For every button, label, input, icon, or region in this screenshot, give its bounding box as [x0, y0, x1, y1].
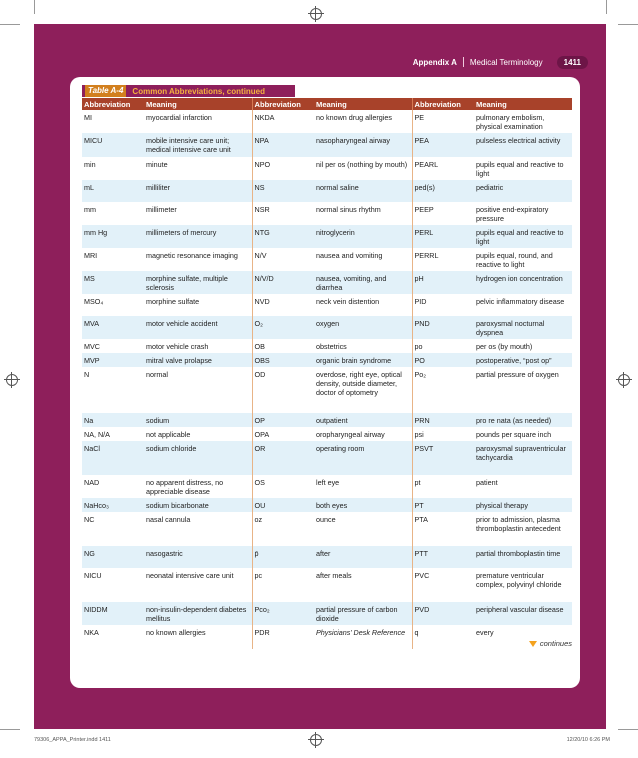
- table-row: [82, 602, 572, 625]
- meaning-cell: nausea, vomiting, and diarrhea: [314, 271, 412, 294]
- meaning-cell: motor vehicle crash: [144, 339, 252, 353]
- table-row: [82, 546, 572, 568]
- crop-mark: [0, 729, 20, 730]
- section-label: Medical Terminology: [469, 57, 543, 67]
- abbreviation-cell: psi: [414, 430, 424, 439]
- abbreviation-cell: OD: [254, 370, 266, 379]
- continues-label: continues: [539, 639, 572, 648]
- abbreviation-cell: OS: [254, 478, 265, 487]
- abbreviation-cell: NG: [82, 546, 144, 568]
- meaning-cell: partial thromboplastin time: [474, 546, 572, 568]
- abbreviation-cell: NKDA: [254, 113, 275, 122]
- meaning-cell: ounce: [314, 512, 412, 546]
- abbreviation-cell: NC: [84, 515, 95, 524]
- abbreviation-cell: NS: [252, 180, 314, 202]
- abbreviation-cell: Po₂: [414, 370, 427, 379]
- abbreviation-cell: OB: [254, 342, 265, 351]
- meaning-cell: positive end-expiratory pressure: [476, 205, 549, 223]
- abbreviation-cell: OR: [252, 441, 314, 475]
- meaning-cell: no known drug allergies: [314, 110, 412, 133]
- meaning-cell: after meals: [314, 568, 412, 602]
- meaning-cell: nasopharyngeal airway: [314, 133, 412, 157]
- abbreviation-cell: PTT: [412, 546, 474, 568]
- table-row: [82, 133, 572, 157]
- abbreviation-cell: MVA: [82, 316, 144, 339]
- abbreviation-cell: PTA: [414, 515, 428, 524]
- meaning-cell: paroxysmal supraventricular tachycardia: [474, 441, 572, 475]
- meaning-cell: nitroglycerin: [314, 225, 412, 248]
- meaning-cell: partial pressure of oxygen: [476, 370, 559, 379]
- page-number: 1411: [557, 56, 588, 69]
- table-row: [82, 110, 572, 133]
- table-row: [82, 202, 572, 225]
- meaning-cell: postoperative, “post op”: [474, 353, 572, 367]
- meaning-cell: millimeters of mercury: [144, 225, 252, 248]
- column-header: Abbreviation: [412, 98, 474, 110]
- abbreviation-cell: Pco₂: [252, 602, 314, 625]
- table-row: [82, 339, 572, 353]
- table-row: [82, 225, 572, 248]
- table-row: [82, 512, 572, 546]
- meaning-cell: motor vehicle accident: [144, 316, 252, 339]
- appendix-label: Appendix A: [412, 57, 457, 67]
- meaning-cell: nasogastric: [144, 546, 252, 568]
- meaning-cell: no known allergies: [144, 625, 252, 649]
- abbreviation-cell: NAD: [84, 478, 100, 487]
- column-header: Meaning: [314, 98, 412, 110]
- abbreviation-cell: ped(s): [412, 180, 474, 202]
- abbreviation-cell: p̄: [252, 546, 314, 568]
- abbreviation-cell: OP: [252, 413, 314, 427]
- registration-mark-icon: [310, 8, 322, 20]
- table-card: [70, 77, 580, 688]
- abbreviation-cell: PND: [412, 316, 474, 339]
- column-header: Meaning: [474, 98, 572, 110]
- abbreviation-cell: mm Hg: [82, 225, 144, 248]
- abbreviation-cell: NaCl: [82, 441, 144, 475]
- meaning-cell: pulseless electrical activity: [474, 133, 572, 157]
- table-row: [82, 413, 572, 427]
- meaning-cell: morphine sulfate: [144, 294, 252, 316]
- abbreviation-cell: MICU: [82, 133, 144, 157]
- abbreviation-cell: NKA: [84, 628, 99, 637]
- meaning-cell: normal saline: [314, 180, 412, 202]
- meaning-cell: millimeter: [144, 202, 252, 225]
- abbreviation-cell: NPO: [254, 160, 271, 169]
- abbreviation-cell: po: [414, 342, 423, 351]
- abbreviation-cell: MVP: [82, 353, 144, 367]
- table-row: [82, 316, 572, 339]
- meaning-cell: premature ventricular complex, polyvinyl chloride: [476, 571, 562, 589]
- abbreviation-cell: N: [84, 370, 90, 379]
- meaning-cell: oropharyngeal airway: [314, 427, 412, 441]
- abbreviation-cell: PEARL: [414, 160, 439, 169]
- crop-mark: [606, 0, 607, 14]
- header-divider: [463, 57, 464, 67]
- meaning-cell: nasal cannula: [144, 512, 252, 546]
- meaning-cell: magnetic resonance imaging: [144, 248, 252, 271]
- meaning-cell: pupils equal, round, and reactive to light: [476, 251, 553, 269]
- running-header: [413, 55, 588, 69]
- abbreviation-cell: N/V: [254, 251, 267, 260]
- abbreviation-cell: PO: [412, 353, 474, 367]
- column-header: Meaning: [144, 98, 252, 110]
- meaning-cell: pro re nata (as needed): [474, 413, 572, 427]
- meaning-cell: normal sinus rhythm: [314, 202, 412, 225]
- meaning-cell: operating room: [314, 441, 412, 475]
- abbreviation-cell: PSVT: [412, 441, 474, 475]
- abbreviation-cell: mL: [82, 180, 144, 202]
- meaning-cell: left eye: [314, 475, 412, 498]
- table-row: [82, 157, 572, 180]
- meaning-cell: oxygen: [314, 316, 412, 339]
- meaning-cell: minute: [144, 157, 252, 180]
- registration-mark-icon: [6, 374, 18, 386]
- abbreviation-cell: mm: [84, 205, 96, 214]
- table-row: [82, 475, 572, 498]
- meaning-cell: pulmonary embolism, physical examination: [476, 113, 545, 131]
- abbreviation-cell: PERL: [412, 225, 474, 248]
- abbreviations-table: [82, 98, 572, 649]
- meaning-cell: partial pressure of carbon dioxide: [314, 602, 412, 625]
- crop-mark: [618, 24, 638, 25]
- meaning-cell: morphine sulfate, multiple sclerosis: [144, 271, 252, 294]
- column-header: Abbreviation: [82, 98, 144, 110]
- abbreviation-cell: NTG: [252, 225, 314, 248]
- print-date: 12/20/10 6:26 PM: [566, 737, 610, 743]
- table-title: Common Abbreviations, continued: [132, 86, 266, 96]
- table-row: [82, 427, 572, 441]
- abbreviation-cell: MVC: [84, 342, 100, 351]
- continues-arrow-icon: [529, 641, 537, 647]
- abbreviation-cell: OPA: [254, 430, 270, 439]
- meaning-cell: neonatal intensive care unit: [144, 568, 252, 602]
- meaning-cell: peripheral vascular disease: [474, 602, 572, 625]
- abbreviation-cell: Na: [82, 413, 144, 427]
- abbreviation-cell: q: [414, 628, 419, 637]
- meaning-cell: patient: [476, 478, 498, 487]
- meaning-cell: non-insulin-dependent diabetes mellitus: [144, 602, 252, 625]
- abbreviation-cell: pt: [414, 478, 421, 487]
- table-row: [82, 498, 572, 512]
- abbreviation-cell: PEA: [412, 133, 474, 157]
- abbreviation-cell: N/V/D: [252, 271, 314, 294]
- meaning-cell: sodium bicarbonate: [144, 498, 252, 512]
- registration-mark-icon: [618, 374, 630, 386]
- meaning-cell: both eyes: [314, 498, 412, 512]
- meaning-cell: normal: [144, 367, 252, 413]
- meaning-cell: pediatric: [474, 180, 572, 202]
- table-row: [82, 367, 572, 413]
- abbreviation-cell: PRN: [412, 413, 474, 427]
- meaning-cell: mobile intensive care unit; medical intensive care unit: [144, 133, 252, 157]
- abbreviation-cell: pH: [412, 271, 474, 294]
- meaning-cell: hydrogen ion concentration: [474, 271, 572, 294]
- meaning-cell: pounds per square inch: [476, 430, 552, 439]
- abbreviation-cell: PERRL: [414, 251, 439, 260]
- table-row: [82, 625, 572, 649]
- meaning-cell: every: [476, 628, 494, 637]
- abbreviation-cell: pc: [254, 571, 263, 580]
- abbreviation-cell: O₂: [252, 316, 314, 339]
- crop-mark: [618, 729, 638, 730]
- meaning-cell: organic brain syndrome: [314, 353, 412, 367]
- meaning-cell: no apparent distress, no appreciable disease: [144, 475, 252, 498]
- meaning-cell: sodium: [144, 413, 252, 427]
- meaning-cell: nil per os (nothing by mouth): [314, 157, 412, 180]
- abbreviation-cell: NIDDM: [82, 602, 144, 625]
- abbreviation-cell: oz: [254, 515, 263, 524]
- table-row: [82, 180, 572, 202]
- meaning-cell: milliliter: [144, 180, 252, 202]
- abbreviation-cell: NSR: [254, 205, 270, 214]
- meaning-cell: obstetrics: [314, 339, 412, 353]
- abbreviation-cell: PEEP: [414, 205, 434, 214]
- abbreviation-cell: PVD: [412, 602, 474, 625]
- meaning-cell: pupils equal and reactive to light: [474, 225, 572, 248]
- abbreviation-cell: NA, N/A: [84, 430, 110, 439]
- meaning-cell: physical therapy: [474, 498, 572, 512]
- meaning-cell: paroxysmal nocturnal dyspnea: [474, 316, 572, 339]
- table-row: [82, 271, 572, 294]
- abbreviation-cell: MS: [82, 271, 144, 294]
- abbreviation-cell: NPA: [252, 133, 314, 157]
- table-caption: [82, 85, 295, 97]
- meaning-cell: pelvic inflammatory disease: [476, 297, 565, 306]
- meaning-cell: mitral valve prolapse: [144, 353, 252, 367]
- continues-note: [529, 639, 572, 648]
- meaning-cell: outpatient: [314, 413, 412, 427]
- abbreviation-cell: MSO₄: [84, 297, 104, 306]
- abbreviation-cell: OBS: [252, 353, 314, 367]
- registration-mark-icon: [310, 734, 322, 746]
- meaning-cell: nausea and vomiting: [314, 248, 412, 271]
- meaning-cell: pupils equal and reactive to light: [476, 160, 564, 178]
- table-row: [82, 248, 572, 271]
- table-header-row: [82, 98, 572, 110]
- crop-mark: [0, 24, 20, 25]
- meaning-cell: overdose, right eye, optical density, outside diameter, doctor of optometry: [314, 367, 412, 413]
- meaning-cell: per os (by mouth): [476, 342, 533, 351]
- abbreviation-cell: NaHco₃: [82, 498, 144, 512]
- meaning-cell: not applicable: [144, 427, 252, 441]
- meaning-cell: sodium chloride: [144, 441, 252, 475]
- column-header: Abbreviation: [252, 98, 314, 110]
- abbreviation-cell: PDR: [254, 628, 270, 637]
- abbreviation-cell: PE: [414, 113, 425, 122]
- crop-mark: [34, 0, 35, 14]
- table-row: [82, 441, 572, 475]
- abbreviation-cell: min: [84, 160, 96, 169]
- table-row: [82, 294, 572, 316]
- meaning-cell: Physicians’ Desk Reference: [314, 625, 412, 649]
- meaning-cell: neck vein distention: [314, 294, 412, 316]
- table-row: [82, 353, 572, 367]
- abbreviation-cell: NVD: [254, 297, 270, 306]
- abbreviation-cell: PID: [414, 297, 427, 306]
- abbreviation-cell: PVC: [414, 571, 430, 580]
- abbreviation-cell: PT: [412, 498, 474, 512]
- abbreviation-cell: MRI: [84, 251, 98, 260]
- meaning-cell: prior to admission, plasma thromboplastin antecedent: [476, 515, 561, 533]
- abbreviation-cell: OU: [252, 498, 314, 512]
- meaning-cell: after: [314, 546, 412, 568]
- table-id: Table A-4: [85, 85, 126, 97]
- abbreviation-cell: MI: [84, 113, 92, 122]
- file-slug: 79306_APPA_Printer.indd 1411: [34, 737, 111, 743]
- table-row: [82, 568, 572, 602]
- meaning-cell: myocardial infarction: [144, 110, 252, 133]
- abbreviation-cell: NICU: [84, 571, 102, 580]
